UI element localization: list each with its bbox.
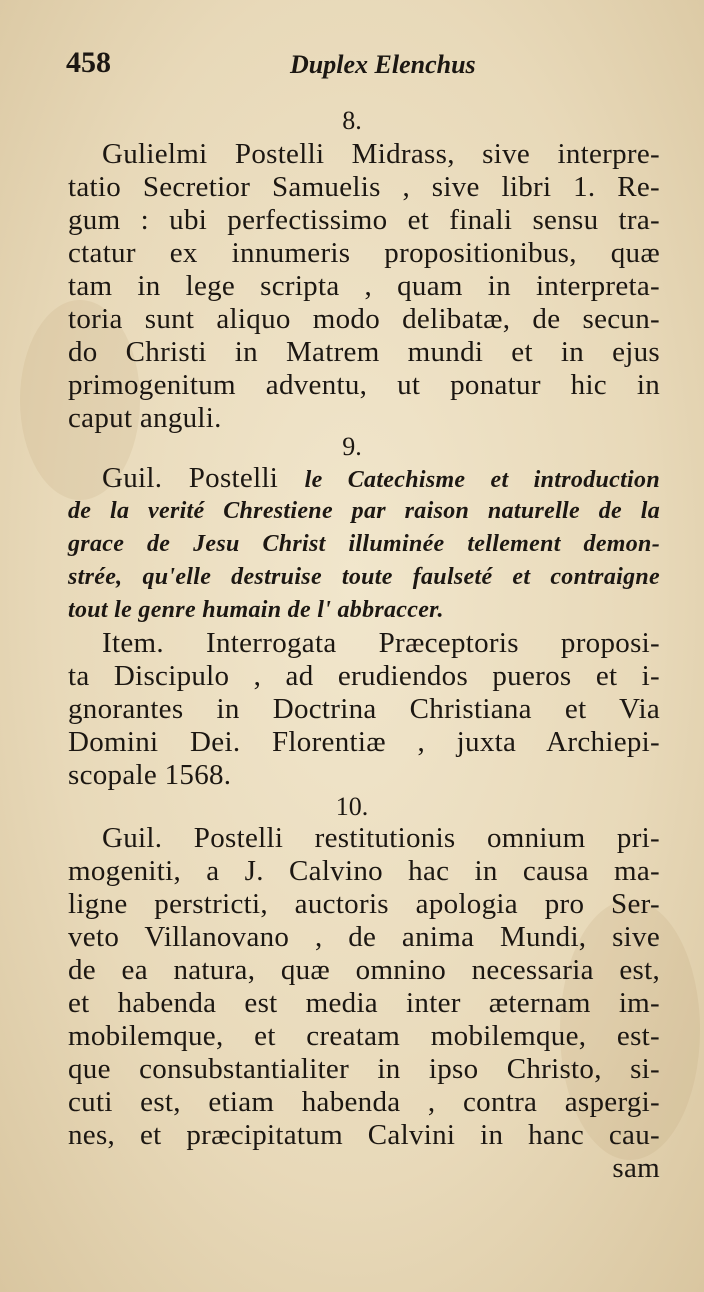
entry-number: 10.	[335, 792, 369, 821]
text-line: que consubstantialiter in ipso Christo, si-	[68, 1053, 660, 1085]
text-line: Domini Dei. Florentiæ , juxta Archiepi-	[68, 726, 660, 758]
text-line: ctatur ex innumeris propositionibus, quæ	[68, 237, 660, 269]
text-line: et habenda est media inter æternam im-	[68, 987, 660, 1019]
text-line: veto Villanovano , de anima Mundi, sive	[68, 921, 660, 953]
text-line: de ea natura, quæ omnino necessaria est,	[68, 954, 660, 986]
running-header	[0, 44, 704, 94]
text-line: strée, qu'elle destruise toute faulseté et contraigne	[68, 564, 660, 590]
entry-number: 9.	[342, 432, 362, 461]
entry-9-text	[68, 462, 660, 792]
text-line: Gulielmi Postelli Midrass, sive interpre-	[102, 138, 660, 170]
running-title: Duplex Elenchus	[290, 50, 476, 79]
text-line: toria sunt aliquo modo delibatæ, de secun-	[68, 303, 660, 335]
entry-number: 8.	[342, 106, 362, 135]
text-line: de la verité Chrestiene par raison naturelle de la	[68, 498, 660, 524]
text-line: tatio Secretior Samuelis , sive libri 1. Re-	[68, 171, 660, 203]
text-line: tout le genre humain de l' abbraccer.	[68, 597, 444, 623]
text-line: mobilemque, et creatam mobilemque, est-	[68, 1020, 660, 1052]
entry-8-text	[68, 138, 660, 435]
text-line: gum : ubi perfectissimo et finali sensu tra-	[68, 204, 660, 236]
text-line: tam in lege scripta , quam in interpreta-	[68, 270, 660, 302]
catchword: sam	[612, 1152, 660, 1184]
text-line: gnorantes in Doctrina Christiana et Via	[68, 693, 660, 725]
text-line: primogenitum adventu, ut ponatur hic in	[68, 369, 660, 401]
text-line: grace de Jesu Christ illuminée tellement demon-	[68, 531, 660, 557]
page-number: 458	[66, 46, 111, 79]
text-line: mogeniti, a J. Calvino hac in causa ma-	[68, 855, 660, 887]
text-line: scopale 1568.	[68, 759, 232, 791]
text-line: ligne perstricti, auctoris apologia pro Ser-	[68, 888, 660, 920]
title-italic: le Catechisme et introduction	[304, 467, 660, 493]
text-line: ta Discipulo , ad erudiendos pueros et i-	[68, 660, 660, 692]
entry-10-text	[68, 822, 660, 1185]
text-line: Item. Interrogata Præceptoris proposi-	[102, 627, 660, 659]
text-line: do Christi in Matrem mundi et in ejus	[68, 336, 660, 368]
text-line: nes, et præcipitatum Calvini in hanc cau-	[68, 1119, 660, 1151]
author-name: Guil. Postelli	[102, 462, 279, 494]
text-line: Guil. Postelli restitutionis omnium pri-	[102, 822, 660, 854]
text-line: cuti est, etiam habenda , contra aspergi-	[68, 1086, 660, 1118]
text-line: caput anguli.	[68, 402, 222, 434]
text-line	[68, 462, 660, 495]
